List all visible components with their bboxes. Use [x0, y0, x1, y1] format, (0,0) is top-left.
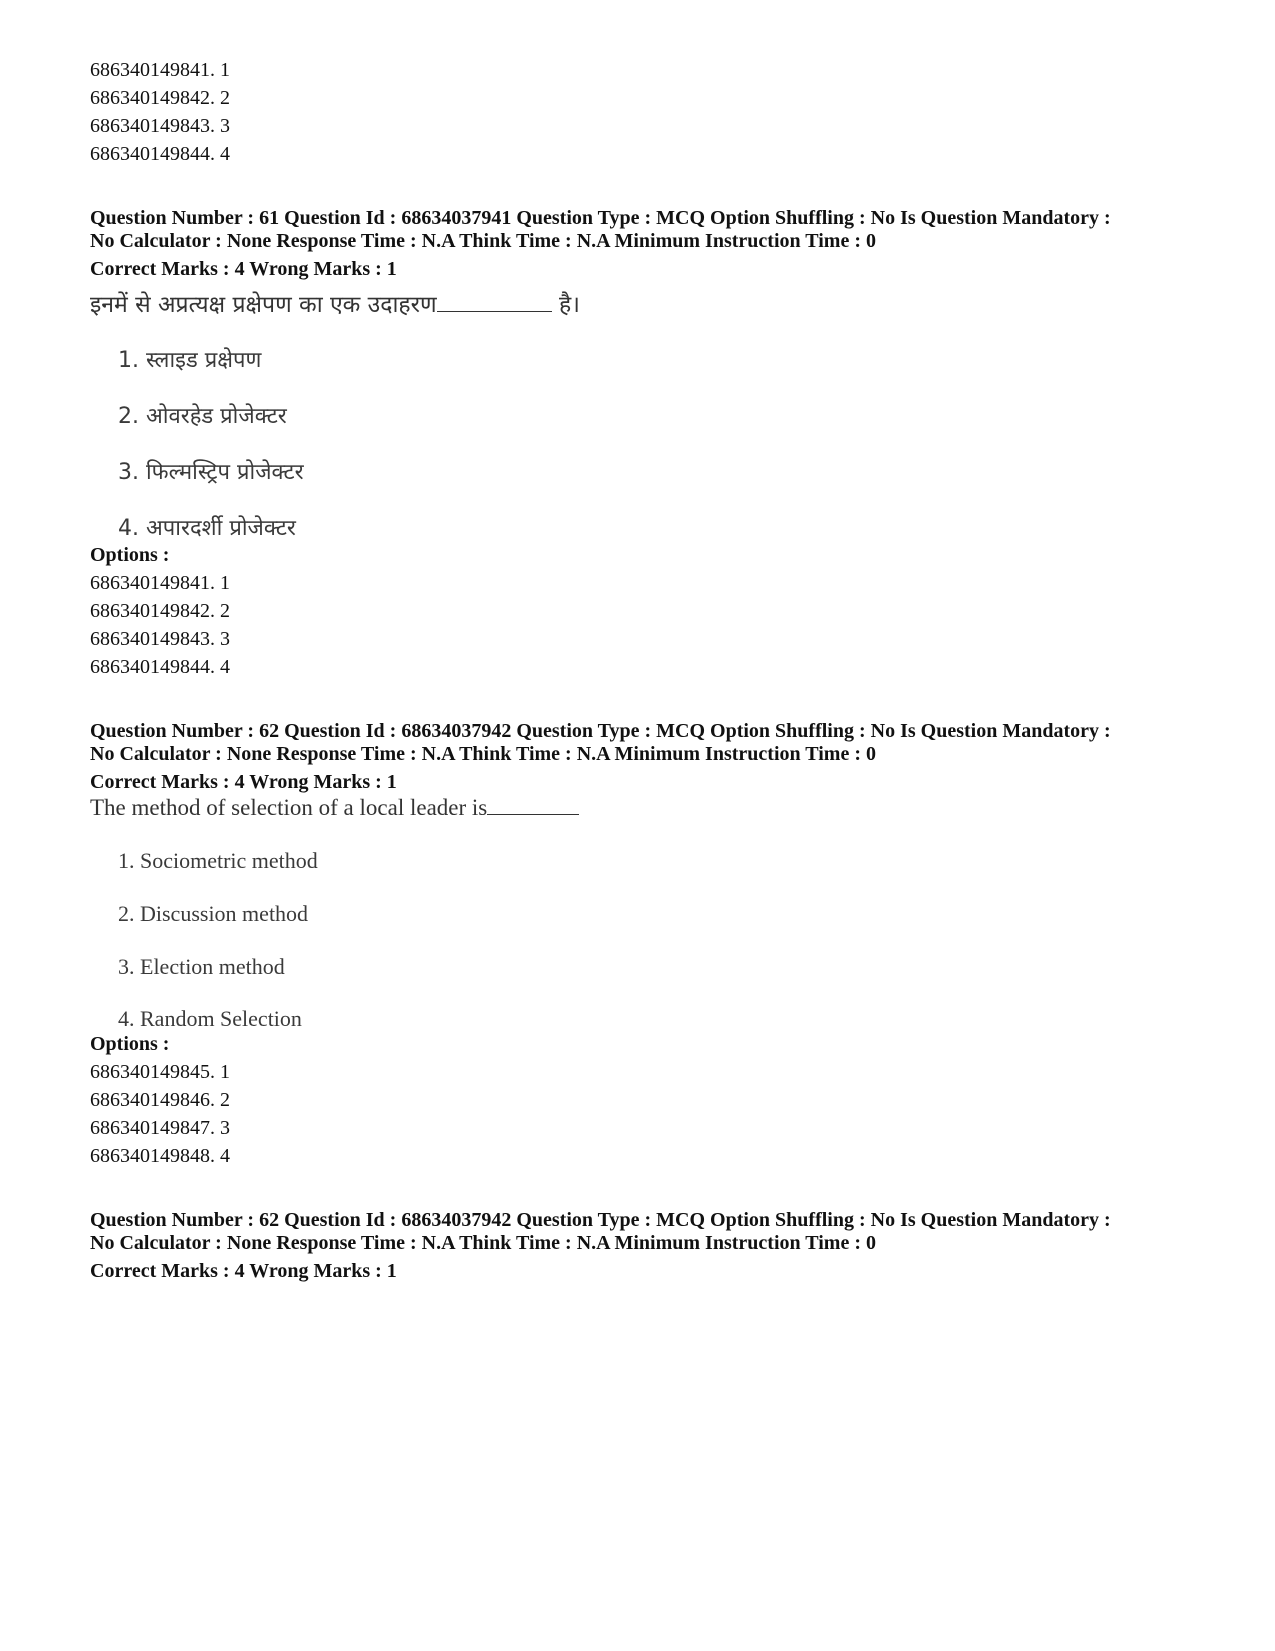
- question-meta-line: No Calculator : None Response Time : N.A Think Time : N.A Minimum Instruction Time : 0: [90, 743, 876, 765]
- choice-item: 2. Discussion method: [118, 901, 309, 926]
- question-text: इनमें से अप्रत्यक्ष प्रक्षेपण का एक उदाहरण है।: [90, 292, 580, 318]
- options-label: Options :: [90, 1033, 170, 1055]
- question-marks: Correct Marks : 4 Wrong Marks : 1: [90, 771, 397, 793]
- choice-item: 1. स्लाइड प्रक्षेपण: [118, 348, 262, 373]
- option-line: 686340149842. 2: [90, 87, 230, 109]
- option-line: 686340149845. 1: [90, 1061, 230, 1083]
- option-line: 686340149847. 3: [90, 1117, 230, 1139]
- question-meta-line: No Calculator : None Response Time : N.A Think Time : N.A Minimum Instruction Time : 0: [90, 1232, 876, 1254]
- option-line: 686340149846. 2: [90, 1089, 230, 1111]
- option-line: 686340149844. 4: [90, 143, 230, 165]
- option-line: 686340149843. 3: [90, 628, 230, 650]
- choice-item: 4. अपारदर्शी प्रोजेक्टर: [118, 516, 296, 541]
- answer-blank: [487, 812, 579, 815]
- choice-item: 4. Random Selection: [118, 1006, 302, 1031]
- option-line: 686340149842. 2: [90, 600, 230, 622]
- choice-item: 2. ओवरहेड प्रोजेक्टर: [118, 404, 287, 429]
- choice-item: 3. फिल्मस्ट्रिप प्रोजेक्टर: [118, 460, 304, 485]
- question-meta-line: Question Number : 62 Question Id : 68634037942 Question Type : MCQ Option Shuffling : No Is Question Mandatory :: [90, 1209, 1111, 1231]
- answer-blank: [437, 309, 552, 312]
- choice-item: 3. Election method: [118, 954, 285, 979]
- question-meta-line: Question Number : 61 Question Id : 68634037941 Question Type : MCQ Option Shuffling : No Is Question Mandatory :: [90, 207, 1111, 229]
- option-line: 686340149841. 1: [90, 572, 230, 594]
- option-line: 686340149843. 3: [90, 115, 230, 137]
- question-text: The method of selection of a local leader is: [90, 795, 579, 821]
- question-meta-line: No Calculator : None Response Time : N.A Think Time : N.A Minimum Instruction Time : 0: [90, 230, 876, 252]
- option-line: 686340149848. 4: [90, 1145, 230, 1167]
- choice-item: 1. Sociometric method: [118, 848, 318, 873]
- option-line: 686340149841. 1: [90, 59, 230, 81]
- question-marks: Correct Marks : 4 Wrong Marks : 1: [90, 1260, 397, 1282]
- options-label: Options :: [90, 544, 170, 566]
- question-marks: Correct Marks : 4 Wrong Marks : 1: [90, 258, 397, 280]
- question-meta-line: Question Number : 62 Question Id : 68634037942 Question Type : MCQ Option Shuffling : No Is Question Mandatory :: [90, 720, 1111, 742]
- option-line: 686340149844. 4: [90, 656, 230, 678]
